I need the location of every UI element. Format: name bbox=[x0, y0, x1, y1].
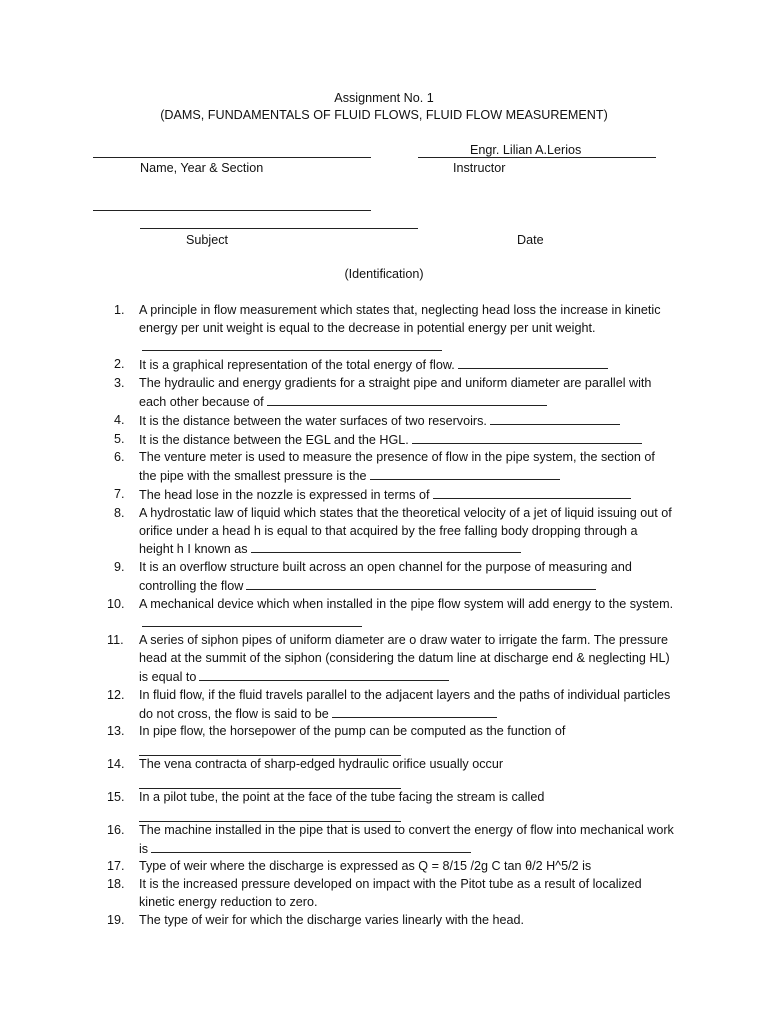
question-text: It is a graphical representation of the total energy of flow. bbox=[139, 358, 455, 373]
question-number: 1. bbox=[114, 303, 125, 317]
answer-blank[interactable] bbox=[458, 356, 608, 369]
instructor-name: Engr. Lilian A.Lerios bbox=[470, 143, 582, 157]
question-text: It is an overflow structure built across an open channel for the purpose of measuring and controlling the flow bbox=[139, 560, 632, 593]
answer-blank[interactable] bbox=[142, 614, 362, 627]
instructor-label: Instructor bbox=[453, 161, 506, 175]
document-title: Assignment No. 1 bbox=[334, 91, 434, 105]
question-item bbox=[100, 559, 675, 596]
question-text: The machine installed in the pipe that is used to convert the energy of flow into mechanical work is bbox=[139, 822, 674, 856]
question-item bbox=[100, 412, 675, 431]
question-item bbox=[100, 505, 675, 559]
question-item bbox=[100, 431, 675, 450]
question-number: 13. bbox=[107, 724, 125, 739]
question-text: A hydrostatic law of liquid which states that the theoretical velocity of a jet of liquid issuing out of orifice under a head h is equal to that acquired by the free falling body dropping through a height h I known as bbox=[139, 505, 672, 557]
question-text: The type of weir for which the discharge varies linearly with the head. bbox=[139, 912, 525, 927]
question-number: 16. bbox=[107, 822, 125, 837]
question-text: In a pilot tube, the point at the face of the tube facing the stream is called bbox=[139, 789, 545, 804]
answer-blank[interactable] bbox=[267, 393, 547, 406]
question-text: It is the distance between the water surfaces of two reservoirs. bbox=[139, 413, 487, 428]
answer-blank[interactable] bbox=[490, 412, 620, 425]
question-text: It is the increased pressure developed on impact with the Pitot tube as a result of localized kinetic energy reduction to zero. bbox=[139, 877, 642, 909]
answer-blank[interactable] bbox=[199, 668, 449, 681]
question-text: A mechanical device which when installed in the pipe flow system will add energy to the system. bbox=[139, 596, 674, 611]
question-text: The vena contracta of sharp-edged hydraulic orifice usually occur bbox=[139, 757, 504, 772]
question-item bbox=[100, 912, 675, 930]
question-item bbox=[100, 687, 675, 724]
question-text: The venture meter is used to measure the presence of flow in the pipe system, the section of the pipe with the smallest pressure is the bbox=[139, 450, 655, 484]
question-text: Type of weir where the discharge is expressed as Q = 8/15 /2g C tan θ/2 H^5/2 is bbox=[139, 859, 592, 874]
date-label: Date bbox=[517, 233, 544, 247]
question-number: 5. bbox=[114, 431, 125, 446]
question-number: 14. bbox=[107, 757, 125, 772]
question-item bbox=[100, 596, 675, 633]
question-item bbox=[100, 375, 675, 412]
question-item bbox=[100, 356, 675, 375]
question-number: 15. bbox=[107, 789, 125, 804]
question-text: It is the distance between the EGL and the HGL. bbox=[139, 432, 409, 447]
question-item bbox=[100, 822, 675, 859]
question-number: 2. bbox=[114, 357, 125, 372]
question-list bbox=[100, 302, 675, 930]
question-number: 8. bbox=[114, 505, 125, 520]
question-item bbox=[100, 756, 675, 789]
question-number: 12. bbox=[107, 687, 125, 702]
subject-label: Subject bbox=[186, 233, 229, 247]
answer-blank[interactable] bbox=[251, 540, 521, 553]
question-text: In pipe flow, the horsepower of the pump can be computed as the function of bbox=[139, 724, 566, 739]
question-text: A series of siphon pipes of uniform diameter are o draw water to irrigate the farm. The pressure head at the summit of the siphon (considering the datum line at discharge end & neglecting HL) is equal to bbox=[139, 633, 670, 684]
question-item bbox=[100, 632, 675, 686]
answer-blank[interactable] bbox=[139, 774, 401, 789]
document-subtitle: (DAMS, FUNDAMENTALS OF FLUID FLOWS, FLUID FLOW MEASUREMENT) bbox=[160, 108, 608, 122]
answer-blank[interactable] bbox=[139, 741, 401, 756]
section-heading: (Identification) bbox=[344, 267, 424, 281]
question-number: 19. bbox=[107, 912, 125, 927]
question-item bbox=[100, 302, 675, 356]
answer-blank[interactable] bbox=[142, 338, 442, 351]
question-item bbox=[100, 486, 675, 505]
question-item bbox=[100, 789, 675, 822]
question-item bbox=[100, 723, 675, 756]
question-number: 11. bbox=[107, 633, 124, 648]
question-number: 18. bbox=[107, 877, 125, 892]
question-number: 17. bbox=[107, 859, 125, 874]
question-number: 7. bbox=[114, 486, 125, 501]
answer-blank[interactable] bbox=[370, 467, 560, 480]
question-text: The head lose in the nozzle is expressed in terms of bbox=[139, 487, 430, 502]
question-number: 6. bbox=[114, 450, 125, 465]
question-number: 3. bbox=[114, 376, 125, 391]
question-item bbox=[100, 449, 675, 486]
date-blank-line[interactable] bbox=[140, 228, 418, 229]
question-number: 10. bbox=[107, 596, 125, 611]
question-number: 9. bbox=[114, 560, 125, 575]
answer-blank[interactable] bbox=[412, 431, 642, 444]
question-item bbox=[100, 858, 675, 876]
answer-blank[interactable] bbox=[246, 577, 596, 590]
question-text: In fluid flow, if the fluid travels parallel to the adjacent layers and the paths of individual particles do not cross, the flow is said to be bbox=[139, 687, 671, 721]
answer-blank[interactable] bbox=[151, 840, 471, 853]
answer-blank[interactable] bbox=[332, 705, 497, 718]
question-item bbox=[100, 876, 675, 912]
name-blank-line[interactable] bbox=[93, 157, 371, 158]
answer-blank[interactable] bbox=[139, 807, 401, 822]
question-number: 4. bbox=[114, 412, 125, 427]
question-text: A principle in flow measurement which states that, neglecting head loss the increase in kinetic energy per unit weight is equal to the decrease in potential energy per unit weight. bbox=[139, 303, 661, 335]
answer-blank[interactable] bbox=[433, 486, 631, 499]
question-text: The hydraulic and energy gradients for a straight pipe and uniform diameter are parallel with each other because of bbox=[139, 376, 652, 409]
name-year-section-label: Name, Year & Section bbox=[140, 161, 264, 175]
subject-blank-line[interactable] bbox=[93, 210, 371, 211]
